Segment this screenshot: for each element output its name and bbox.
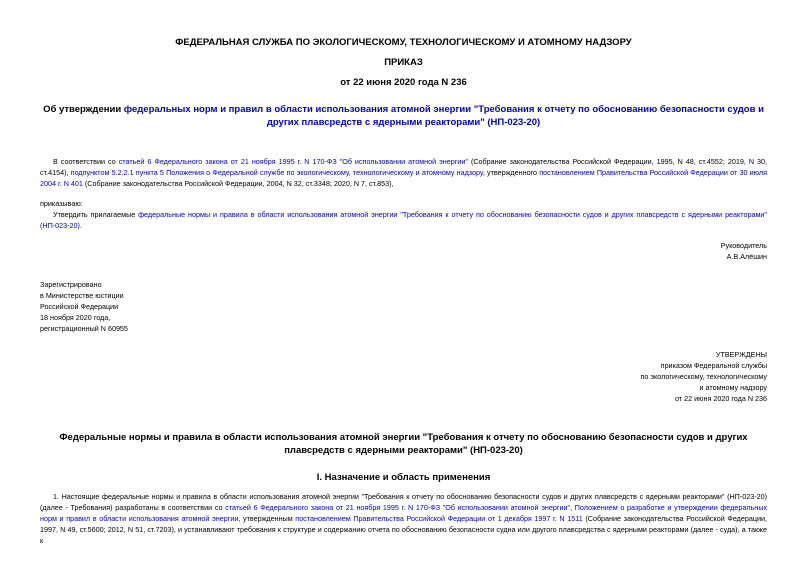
order-text-2: . <box>79 221 82 230</box>
law-link[interactable]: статьей 6 Федерального закона от 21 ноября 1995 г. N 170-ФЗ "Об использовании атомной энергии" <box>118 157 468 166</box>
section1-text-3: , утвержденным <box>238 514 296 523</box>
section1-text-1: 1. Настоящие федеральные нормы и правила в области использования атомной энергии "Требования к отчету по обоснованию безопасности судов и других плавсредств с ядерными реакторами" (НП-023-20) (далее - Требования) разработаны в соответствии со <box>40 492 767 512</box>
preamble-text-2: (Собрание законодательства Российской Федерации, 1995, N 48, ст.4552; 2019, N 30, ст.4154), <box>40 157 768 177</box>
regulation-link[interactable]: подпунктом 5.2.2.1 пункта 5 Положения о Федеральной службе по экологическому, технологическому и атомному надзору <box>70 168 483 177</box>
approved-line: приказом Федеральной службы <box>660 361 767 370</box>
signature-name: А.В.Алёшин <box>726 252 767 261</box>
approved-line: УТВЕРЖДЕНЫ <box>715 350 767 359</box>
preamble-text-3: , утвержденного <box>482 168 540 177</box>
order-paragraph <box>40 209 767 231</box>
signature-block <box>721 240 767 262</box>
order-word: приказываю: <box>40 199 83 208</box>
order-title-prefix: Об утверждении <box>43 104 124 115</box>
government-decree-link-2[interactable]: постановлением Правительства Российской Федерации от 1 декабря 1997 г. N 1511 <box>295 514 583 523</box>
order-title <box>40 103 767 129</box>
government-decree-link[interactable]: постановлением Правительства Российской Федерации от 30 июля 2004 г. N 401 <box>40 168 767 188</box>
preamble-paragraph <box>40 156 767 189</box>
order-title-link[interactable]: федеральных норм и правил в области использования атомной энергии "Требования к отчету по обоснованию безопасности судов и других плавсредств с ядерными реакторами" (НП-023-20) <box>123 104 764 128</box>
section1-text-4: (Собрание законодательства Российской Федерации, 1997, N 49, ст.5600; 2012, N 51, ст.7203), и устанавливают требования к структуре и содержанию отчета по обоснованию безопасности судна или другого плавсредства с ядерными реакторами (далее - суда), а также к <box>40 514 767 545</box>
section-heading: I. Назначение и область применения <box>316 472 491 483</box>
registration-line: регистрационный N 60955 <box>40 324 128 333</box>
approved-block <box>640 349 767 404</box>
registration-line: Российской Федерации <box>40 302 119 311</box>
registration-line: 18 ноября 2020 года, <box>40 313 111 322</box>
registration-line: в Министерстве юстиции <box>40 291 124 300</box>
registration-block <box>40 279 128 334</box>
approved-line: по экологическому, технологическому <box>640 372 767 381</box>
law-link-2[interactable]: статьей 6 Федерального закона от 21 ноября 1995 г. N 170-ФЗ "Об использовании атомной энергии" <box>225 503 571 512</box>
development-regulation-link[interactable]: Положением о разработке и утверждении федеральных норм и правил в области использования атомной энергии <box>40 503 768 523</box>
section1-paragraph <box>40 491 767 546</box>
doc-date-number: от 22 июня 2020 года N 236 <box>340 77 467 88</box>
approved-line: и атомному надзору <box>699 383 767 392</box>
norms-link[interactable]: федеральные нормы и правила в области использования атомной энергии "Требования к отчету по обоснованию безопасности судов и других плавсредств с ядерными реакторами" (НП-023-20) <box>40 210 767 230</box>
section1-text-2: , <box>570 503 575 512</box>
approved-line: от 22 июня 2020 года N 236 <box>674 394 767 403</box>
preamble-text-1: В соответствии со <box>53 157 119 166</box>
agency-name: ФЕДЕРАЛЬНАЯ СЛУЖБА ПО ЭКОЛОГИЧЕСКОМУ, ТЕХНОЛОГИЧЕСКОМУ И АТОМНОМУ НАДЗОРУ <box>175 37 632 48</box>
doc-type: ПРИКАЗ <box>384 57 423 68</box>
preamble-text-4: (Собрание законодательства Российской Федерации, 2004, N 32, ст.3348; 2020, N 7, ст.853), <box>82 179 394 188</box>
registration-line: Зарегистрировано <box>40 280 102 289</box>
signature-position: Руководитель <box>720 241 767 250</box>
norms-title: Федеральные нормы и правила в области использования атомной энергии "Требования к отчету по обоснованию безопасности судов и других плавсредств с ядерными реакторами" (НП-023-20) <box>59 432 748 456</box>
order-text-1: Утвердить прилагаемые <box>53 210 139 219</box>
